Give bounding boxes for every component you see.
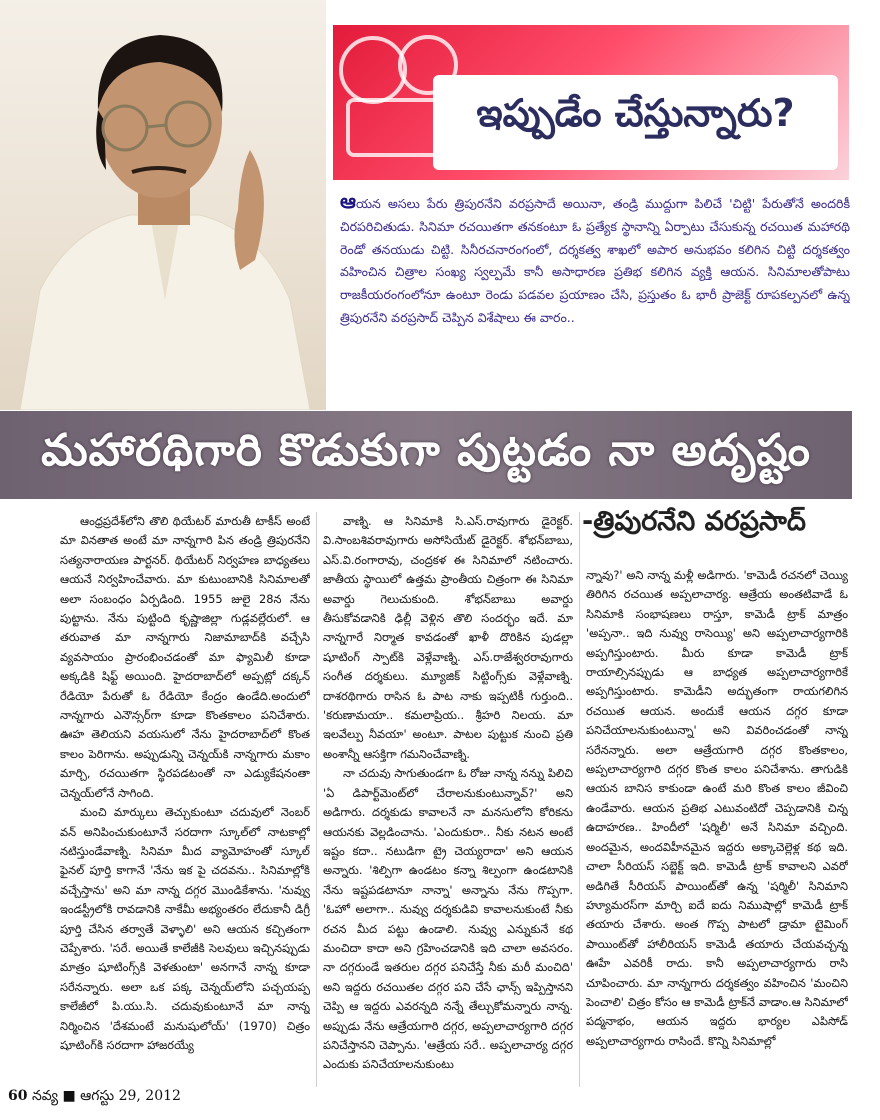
column-divider [316, 512, 317, 1087]
article-column-1 [60, 512, 310, 1082]
column-divider [579, 512, 580, 1087]
article-column-3 [586, 566, 848, 1086]
article-column-2 [323, 512, 573, 1097]
page-footer [8, 1088, 181, 1107]
drop-cap: ఆ [340, 190, 356, 213]
intro-text: యన అసలు పేరు త్రిపురనేని వరప్రసాదే అయినా, తండ్రి ముద్దుగా పిలిచే 'చిట్టి' పేరుతోనే అందరికీ చిరపరిచితుడు. సినిమా రచయితగా తనకంటూ ఓ ప్రత్యేక స్థానాన్ని ఏర్పాటు చేసుకున్న రచయిత మహారథి రెండో తనయుడు చిట్టి. సినీరచనారంగంలో, దర్శకత్వ శాఖలో అపార అనుభవం కలిగిన చిట్టి దర్శకత్వం వహించిన చిత్రాల సంఖ్య స్వల్పమే కానీ అసాధారణ ప్రతిభ కలిగిన వ్యక్తి ఆయన. సినిమాలతోపాటు రాజకీయరంగంలోనూ ఉంటూ రెండు పడవల ప్రయాణం చేసి, ప్రస్తుతం ఓ భారీ ప్రాజెక్ట్ రూపకల్పనలో ఉన్న త్రిపురనేని వరప్రసాద్ చెప్పిన విశేషాలు ఈ వారం.. [340, 196, 850, 325]
section-title-panel [433, 75, 838, 170]
paragraph: మంచి మార్కులు తెచ్చుకుంటూ చదువులో నెంబర్ వన్ అనిపించుకుంటూనే సరదాగా స్కూల్‌లో నాటకాల్లో నటిస్తుండేవాణ్ని. సినిమా మీద వ్యామోహంతో స్కూల్ ఫైనల్ పూర్తి కాగానే 'నేను ఇక పై చదవను.. సినిమాల్లోకి వచ్చేస్తాను' అని మా నాన్న దగ్గర మొండికేశాను. 'నువ్వు ఇండస్ట్రీలోకి రావడానికి నాకేమీ అభ్యంతరం లేదుకానీ డిగ్రీ పూర్తి చేసిన తర్వాతే వెళ్ళాలి' అని ఆయన కచ్చితంగా చెప్పేశారు. 'సరే. అయితే కాలేజీకి సెలవులు ఇచ్చినప్పుడు మాత్రం షూటింగ్స్‌కి వెళతుంటా' అనగానే నాన్న కూడా సరేనన్నారు. అలా ఒక పక్క చెన్నయ్‌లోని పచ్చయప్ప కాలేజీలో పి.యు.సి. చదువుకుంటూనే మా నాన్న నిర్మించిన 'దేశమంటే మనుషులోయ్' (1970) చిత్రం షూటింగ్‌కి సరదాగా హాజరయ్యే [60, 805, 310, 1052]
section-header [333, 25, 849, 180]
issue-date: ఆగస్టు 29, 2012 [80, 1088, 181, 1104]
intro-paragraph [340, 190, 850, 400]
article-title: మహారథిగారి కొడుకుగా పుట్టడం నా అదృష్టం [41, 425, 811, 476]
paragraph: వాణ్ని. ఆ సినిమాకి సి.ఎస్.రావుగారు డైరెక్టర్. వి.సాంబశివరావుగారు అసోసియేట్ డైరెక్టర్. శోభన్‌బాబు, ఎస్.వి.రంగారావు, చంద్రకళ ఈ సినిమాలో నటించారు. జాతీయ స్థాయిలో ఉత్తమ ప్రాంతీయ చిత్రంగా ఈ సినిమా అవార్డు గెలుచుకుంది. శోభన్‌బాబు అవార్డు తీసుకోవడానికి ఢిల్లీ వెళ్లిన తొలి సందర్భం ఇదే. మా నాన్నగారే నిర్మాత కావడంతో ఖాళీ దొరికిన పుడల్లా షూటింగ్ స్పాట్‌కి వెళ్లేవాణ్ని. ఎస్.రాజేశ్వరరావుగారు సంగీత దర్శకులు. మ్యూజిక్ సిట్టింగ్స్‌కు వెళ్లేవాణ్ని. దాశరథిగారు రాసిన ఓ పాట నాకు ఇప్పటికీ గుర్తుంది.. 'కరుణామయా.. కమలాప్రియ.. శ్రీహరి నిలయ. మా ఇలవేల్పు నీవయా' అంటూ. పాటల పుట్టుక నుంచి ప్రతి అంశాన్నీ ఆసక్తిగా గమనించేవాణ్ని. [323, 514, 573, 761]
paragraph: ఆంధ్రప్రదేశ్‌లోని తొలి థియేటర్ మారుతీ టాకీస్ అంటే మా వినతాత అంటే మా నాన్నగారి పిన తండ్రి త్రిపురనేని సత్యనారాయణ పార్టనర్. థియేటర్ నిర్వహణ బాధ్యతలు ఆయనే నిర్వహించేవారు. మా కుటుంబానికి సినిమాలతో అలా సంబంధం ఏర్పడింది. 1955 జులై 28న నేను పుట్టాను. నేను పుట్టింది కృష్ణాజిల్లా గుడ్లవల్లేరులో. ఆ తరువాత మా నాన్నగారు నిజామాబాద్‌కి వచ్చేసి వ్యవసాయం ప్రారంభించడంతో మా ఫ్యామిలీ కూడా అక్కడికి షిఫ్ట్ అయింది. హైదరాబాద్‌లో అప్పట్లో దక్కన్ రేడియో పేరుతో ఓ రేడియో కేంద్రం ఉండేది.అందులో నాన్నగారు ఎనౌన్సర్‌గా కూడా కొంతకాలం పనిచేశారు. ఊహ తెలియని వయసులో నేను హైదరాబాద్‌లో కొంత కాలం పెరిగాను. అప్పుడున్ని చెన్నయ్‌కి నాన్నగారు మకాం మార్చి, రచయితగా స్థిరపడటంతో నా ఎడ్యుకేషనంతా చెన్నయ్‌లోనే సాగింది. [60, 514, 310, 800]
portrait-photo [0, 0, 326, 410]
separator-icon: ■ [62, 1088, 76, 1104]
article-banner [0, 411, 852, 499]
magazine-name: నవ్య [31, 1088, 58, 1104]
byline: -త్రిపురనేని వరప్రసాద్ [582, 506, 806, 537]
portrait-illustration [0, 0, 326, 410]
paragraph: న్నావు?' అని నాన్న మళ్లీ అడిగారు. 'కామెడీ రచనలో చెయ్యి తిరిగిన రచయిత అప్పలాచార్య. ఆత్రేయ అంతటివాడే ఓ సినిమాకి సంభాషణలు రాస్తూ, కామెడీ ట్రాక్ మాత్రం 'అప్పనా.. ఇది నువ్వు రాసెయ్యి' అని అప్పలాచార్యగారికి అప్పగిస్తుంటారు. మీరు కూడా కామెడీ ట్రాక్ రాయాల్సినప్పుడు ఆ బాధ్యత అప్పలాచార్యగారికే అప్పగిస్తుంటారు. కామెడీని అద్భుతంగా రాయగలిగిన రచయిత ఆయన. అందుకే ఆయన దగ్గర కూడా పనిచేయాలనుకుంటున్నా' అని వివరించడంతో నాన్న సరేనన్నారు. అలా ఆత్రేయగారి దగ్గర కొంతకాలం, అప్పలాచార్యగారి దగ్గర కొంత కాలం పనిచేశాను. తాగుడికి ఆయన బానిస కాకుండా ఉంటే మరి కొంత కాలం జీవించి ఉండేవారు. ఆయన ప్రతిభ ఎటువంటిదో చెప్పడానికి చిన్న ఉదాహరణ.. హిందీలో 'షర్మిలీ' అనే సినిమా వచ్చింది. అందమైన, అందవిహీనమైన ఇద్దరు అక్కాచెల్లెళ్ల కథ ఇది. చాలా సీరియస్ సబ్జెక్ట్ ఇది. కామెడీ ట్రాక్ కావాలని ఎవరో అడిగితే సీరియస్ పాయింట్‌తో ఉన్న 'షర్మిలీ' సినిమాని హ్యూమరస్‌గా మార్చి ఐదే ఐదు నిముషాల్లో కామెడీ ట్రాక్ తయారు చేశారు. అంత గొప్ప పాటలో డ్రామా టైమింగ్ పాయింట్‌తో హాలీరియస్ కామెడీ తయారు చేయవచ్చన్న ఊహే ఎవరికీ రాదు. కానీ అప్పలాచార్యగారు రాసి చూపించారు. మా నాన్నగారు దర్శకత్వం వహించిన 'మంచిని పెంచాలి' చిత్రం కోసం ఆ కామెడీ ట్రాక్‌నే వాడాం.ఆ సినిమాలో పద్మనాభం, ఆయన ఇద్దరు భార్యల ఎపిసోడ్ అప్పలాచార్యగారు రాసిందే. కొన్ని సినిమాల్లో [586, 568, 848, 1048]
paragraph: నా చదువు సాగుతుండగా ఓ రోజు నాన్న నన్ను పిలిచి 'ఏ డిపార్ట్‌మెంట్‌లో చేరాలనుకుంటున్నావ్?' అని అడిగారు. దర్శకుడు కావాలనే నా మనసులోని కోరికను ఆయనకు వెల్లడించాను. 'ఎందుకురా.. నీకు నటన అంటే ఇష్టం కదా.. నటుడిగా ట్రై చెయ్యరాదా' అని ఆయన అన్నారు. 'శిల్పిగా ఉండటం కన్నా శిల్పంగా ఉండటానికి నేను ఇష్టపడటానూ నాన్నా' అన్నాను నేను గొప్పగా. 'ఓహో అలాగా.. నువ్వు దర్శకుడివి కావాలనుకుంటే నీకు రచన మీద పట్టు ఉండాలి. నువ్వు ఎన్నుకునే కథ మంచిదా కాదా అని గ్రహించడానికి ఇది చాలా అవసరం. నా దగ్గరుండే ఇతరుల దగ్గర పనిచేస్తే నీకు మరీ మంచిది' అని ఇద్దరు రచయితల దగ్గర పని చేసే ఛాన్స్ ఇప్పిస్తానని చెప్పి ఆ ఇద్దరు ఎవరన్నది నన్నే తేల్చుకోమన్నారు నాన్న. అప్పుడు నేను ఆత్రేయగారి దగ్గర, అప్పలాచార్యగారి దగ్గర పనిచేస్తానని చెప్పాను. 'ఆత్రేయ సరే.. అప్పలాచార్య దగ్గర ఎందుకు పనిచేయాలనుకుంటు [323, 766, 573, 1072]
section-title: ఇప్పుడేం చేస్తున్నారు? [476, 91, 795, 135]
page-number: 60 [8, 1088, 28, 1104]
